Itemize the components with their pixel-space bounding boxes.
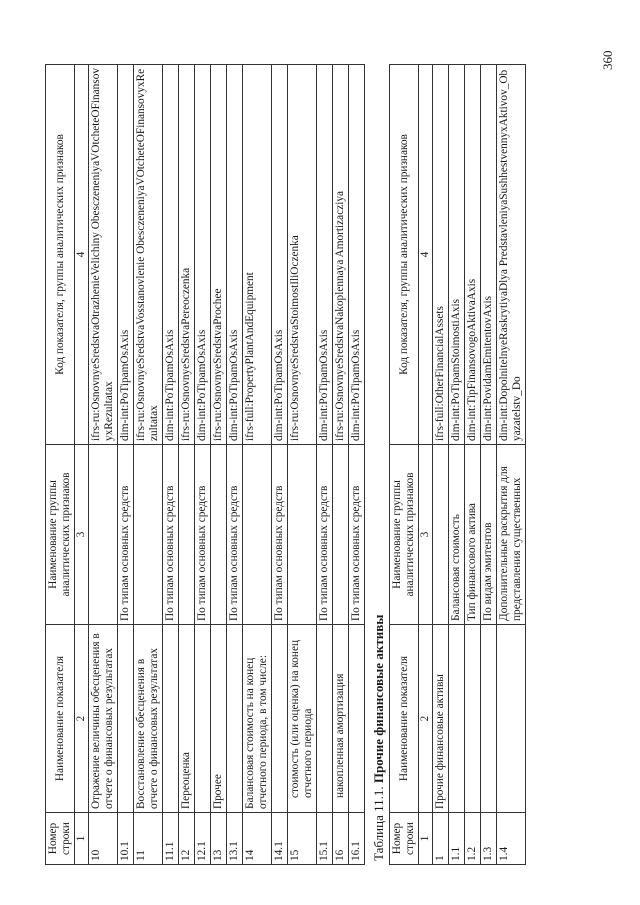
column-number-row: [419, 65, 433, 865]
code-cell: dim-int:PoTipamOsAxis: [227, 65, 243, 445]
indicator-name-cell: [118, 625, 134, 813]
group-name-cell: По типам основных средств: [118, 445, 134, 625]
group-name-cell: [433, 445, 449, 625]
table-row: [333, 65, 349, 865]
indicator-name-cell: [449, 625, 465, 813]
group-name-cell: [333, 445, 349, 625]
group-name-cell: [89, 445, 118, 625]
row-number-cell: 11.1: [163, 813, 179, 865]
row-number-cell: 10: [89, 813, 118, 865]
indicator-name-cell: Переоценка: [179, 625, 195, 813]
row-number-cell: 12.1: [195, 813, 211, 865]
row-number-cell: 1.2: [465, 813, 481, 865]
code-cell: ifrs-ru:OsnovnyeSredstvaNakoplennaya Amortizacziya: [333, 65, 349, 445]
indicator-name-cell: [272, 625, 288, 813]
table-caption: [371, 45, 387, 861]
indicator-name-cell: [481, 625, 497, 813]
code-cell: dim-int:PovidamEmitentovAxis: [481, 65, 497, 445]
table-header-row: [390, 65, 419, 865]
table-row: [211, 65, 227, 865]
table-body: [89, 65, 365, 865]
table-header-row: [46, 65, 75, 865]
table-row: [481, 65, 497, 865]
column-number: 1: [75, 813, 89, 865]
group-name-cell: По типам основных средств: [227, 445, 243, 625]
table-row: [243, 65, 272, 865]
column-number: 2: [75, 625, 89, 813]
row-number-cell: 14: [243, 813, 272, 865]
row-number-cell: 1.3: [481, 813, 497, 865]
code-cell: ifrs-ru:OsnovnyeSredstvaProchee: [211, 65, 227, 445]
code-cell: ifrs-ru:OsnovnyeSredstvaOtrazhenieVelichiny ObesczeneniyaVOtcheteOFinansovyxRezultatax: [89, 65, 118, 445]
row-number-cell: 14.1: [272, 813, 288, 865]
indicator-name-cell: [465, 625, 481, 813]
table-row: [179, 65, 195, 865]
code-cell: ifrs-ru:OsnovnyeSredstvaPereoczenka: [179, 65, 195, 445]
table-row: [288, 65, 317, 865]
indicator-name-cell: накопленная амортизация: [333, 625, 349, 813]
row-number-cell: 15.1: [317, 813, 333, 865]
table-other-financial-assets: [389, 64, 526, 865]
group-name-cell: Тип финансового актива: [465, 445, 481, 625]
group-name-cell: Балансовая стоимость: [449, 445, 465, 625]
header-group-name: Наименование группы аналитических признаков: [390, 445, 419, 625]
code-cell: dim-int:DopolnitelnyeRaskrytiyaDlya PredstavleniyaSushhestvennyxAktivov_Obyazatelstv_Do: [497, 65, 526, 445]
column-number: 4: [75, 65, 89, 445]
row-number-cell: 16: [333, 813, 349, 865]
row-number-cell: 16.1: [349, 813, 365, 865]
code-cell: dim-int:PoTipamOsAxis: [349, 65, 365, 445]
row-number-cell: 13: [211, 813, 227, 865]
indicator-name-cell: стоимость (или оценка) на конец отчетного периода: [288, 625, 317, 813]
row-number-cell: 15: [288, 813, 317, 865]
table-row: [89, 65, 118, 865]
table-row: [272, 65, 288, 865]
indicator-name-cell: [349, 625, 365, 813]
table-row: [465, 65, 481, 865]
group-name-cell: По типам основных средств: [195, 445, 211, 625]
table-fixed-assets: [45, 64, 365, 865]
code-cell: dim-int:PoTipamOsAxis: [317, 65, 333, 445]
column-number: 1: [419, 813, 433, 865]
column-number: 4: [419, 65, 433, 445]
column-number: 3: [75, 445, 89, 625]
code-cell: dim-int:PoTipamStoimostiAxis: [449, 65, 465, 445]
table-row: [449, 65, 465, 865]
code-cell: ifrs-full:OtherFinancialAssets: [433, 65, 449, 445]
header-group-name: Наименование группы аналитических признаков: [46, 445, 75, 625]
row-number-cell: 11: [134, 813, 163, 865]
header-row-number: Номер строки: [390, 813, 419, 865]
table-row: [118, 65, 134, 865]
group-name-cell: [243, 445, 272, 625]
header-code: Код показателя, группы аналитических признаков: [46, 65, 75, 445]
table-row: [163, 65, 179, 865]
indicator-name-cell: Прочие финансовые активы: [433, 625, 449, 813]
row-number-cell: 1.4: [497, 813, 526, 865]
indicator-name-cell: Балансовая стоимость на конец отчетного периода, в том числе:: [243, 625, 272, 813]
indicator-name-cell: [317, 625, 333, 813]
code-cell: dim-int:PoTipamOsAxis: [163, 65, 179, 445]
group-name-cell: [211, 445, 227, 625]
code-cell: ifrs-ru:OsnovnyeSredstvaStoimostIliOczenka: [288, 65, 317, 445]
header-row-number: Номер строки: [46, 813, 75, 865]
code-cell: ifrs-ru:OsnovnyeSredstvaVosstanovlenie ObesczeneniyaVOtcheteOFinansovyxRezultatax: [134, 65, 163, 445]
table-row: [349, 65, 365, 865]
group-name-cell: По типам основных средств: [272, 445, 288, 625]
code-cell: dim-int:PoTipamOsAxis: [118, 65, 134, 445]
table-caption-prefix: Таблица 11.1.: [371, 786, 386, 861]
indicator-name-cell: Прочее: [211, 625, 227, 813]
row-number-cell: 13.1: [227, 813, 243, 865]
indicator-name-cell: [163, 625, 179, 813]
header-code: Код показателя, группы аналитических признаков: [390, 65, 419, 445]
table-row: [497, 65, 526, 865]
header-indicator-name: Наименование показателя: [46, 625, 75, 813]
table-row: [433, 65, 449, 865]
row-number-cell: 12: [179, 813, 195, 865]
rotated-page-content: [45, 45, 625, 865]
row-number-cell: 1: [433, 813, 449, 865]
group-name-cell: Дополнительные раскрытия для представления существенных: [497, 445, 526, 625]
header-indicator-name: Наименование показателя: [390, 625, 419, 813]
group-name-cell: [288, 445, 317, 625]
group-name-cell: По видам эмитентов: [481, 445, 497, 625]
table-caption-title: Прочие финансовые активы: [371, 614, 386, 784]
row-number-cell: 1.1: [449, 813, 465, 865]
row-number-cell: 10.1: [118, 813, 134, 865]
code-cell: dim-int:PoTipamOsAxis: [272, 65, 288, 445]
code-cell: ifrs-full:PropertyPlantAndEquipment: [243, 65, 272, 445]
group-name-cell: По типам основных средств: [163, 445, 179, 625]
table-row: [227, 65, 243, 865]
indicator-name-cell: [227, 625, 243, 813]
group-name-cell: [179, 445, 195, 625]
table-row: [195, 65, 211, 865]
group-name-cell: По типам основных средств: [349, 445, 365, 625]
column-number: 3: [419, 445, 433, 625]
indicator-name-cell: [195, 625, 211, 813]
table-row: [317, 65, 333, 865]
group-name-cell: [134, 445, 163, 625]
table-row: [134, 65, 163, 865]
indicator-name-cell: [497, 625, 526, 813]
indicator-name-cell: Восстановление обесценения в отчете о финансовых результатах: [134, 625, 163, 813]
indicator-name-cell: Отражение величины обесценения в отчете о финансовых результатах: [89, 625, 118, 813]
page-number: 360: [600, 50, 615, 70]
column-number-row: [75, 65, 89, 865]
code-cell: dim-int:TipFinansovogoAktivaAxis: [465, 65, 481, 445]
table-body: [433, 65, 526, 865]
column-number: 2: [419, 625, 433, 813]
code-cell: dim-int:PoTipamOsAxis: [195, 65, 211, 445]
group-name-cell: По типам основных средств: [317, 445, 333, 625]
